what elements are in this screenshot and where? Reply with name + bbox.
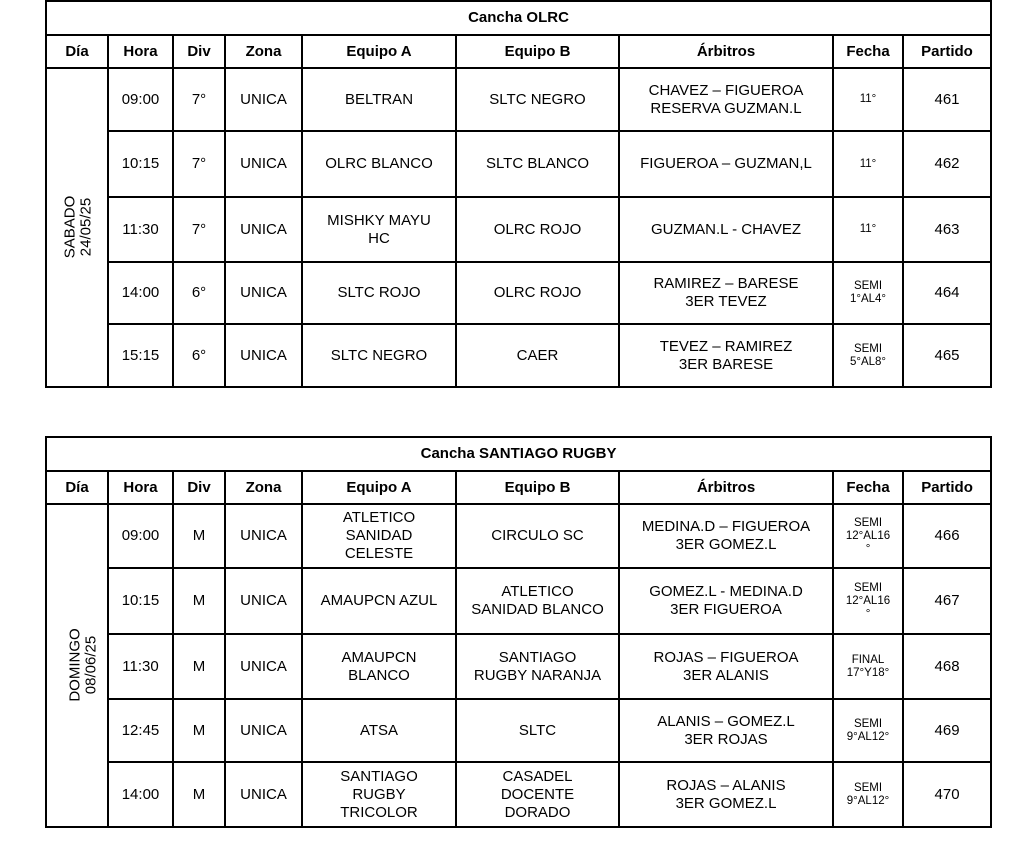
round-cell <box>833 324 903 387</box>
team-b-cell <box>456 262 619 324</box>
header-fecha: Fecha <box>833 35 903 68</box>
table-row <box>46 568 991 634</box>
team-a-cell-line: BLANCO <box>348 666 410 684</box>
time-cell: 10:15 <box>108 131 173 197</box>
zone-cell: UNICA <box>225 324 302 387</box>
fixture-table-olrc <box>45 0 992 388</box>
time-cell: 14:00 <box>108 762 173 827</box>
time-cell: 11:30 <box>108 634 173 699</box>
round-cell <box>833 568 903 634</box>
team-a-cell <box>302 262 456 324</box>
round-cell <box>833 131 903 197</box>
zone-cell: UNICA <box>225 699 302 762</box>
referees-cell-line: GOMEZ.L - MEDINA.D <box>649 583 803 600</box>
team-b-cell <box>456 762 619 827</box>
team-a-cell-line: SLTC ROJO <box>337 284 421 301</box>
table-row <box>46 131 991 197</box>
referees-cell-line: GUZMAN.L - CHAVEZ <box>650 220 801 238</box>
match-number-cell: 465 <box>903 324 991 387</box>
table-body <box>46 504 991 827</box>
round-cell-line: 12°AL16 <box>845 529 891 542</box>
team-b-cell-line: DORADO <box>504 803 571 821</box>
team-a-cell-line: ATLETICO <box>342 509 416 526</box>
team-a-cell-line: RUGBY <box>352 785 406 803</box>
time-cell: 11:30 <box>108 197 173 262</box>
match-number-cell: 469 <box>903 699 991 762</box>
division-cell: 7° <box>173 197 225 262</box>
team-a-cell-line: ATSA <box>359 721 399 739</box>
match-number-cell: 461 <box>903 68 991 131</box>
team-b-cell <box>456 68 619 131</box>
referees-cell-line: 3ER ALANIS <box>683 666 769 684</box>
referees-cell-line: 3ER GOMEZ.L <box>675 536 777 553</box>
referees-cell <box>619 568 833 634</box>
referees-cell-line: TEVEZ – RAMIREZ <box>659 337 793 355</box>
day-cell <box>46 68 108 387</box>
time-cell: 09:00 <box>108 504 173 568</box>
round-cell-line: SEMI <box>853 342 883 355</box>
referees-cell <box>619 262 833 324</box>
team-a-cell <box>302 131 456 197</box>
team-b-cell <box>456 504 619 568</box>
day-label <box>68 628 100 701</box>
referees-cell <box>619 634 833 699</box>
referees-cell <box>619 762 833 827</box>
team-a-cell-line: MISHKY MAYU <box>327 211 431 229</box>
referees-cell-line: ALANIS – GOMEZ.L <box>657 712 795 730</box>
team-b-cell <box>456 131 619 197</box>
referees-cell-line: CHAVEZ – FIGUEROA <box>648 81 804 99</box>
table-title: Cancha SANTIAGO RUGBY <box>46 437 991 471</box>
day-name: DOMINGO <box>66 628 84 702</box>
referees-cell <box>619 324 833 387</box>
team-a-cell-line: SLTC NEGRO <box>330 346 428 364</box>
referees-cell-line: MEDINA.D – FIGUEROA <box>641 518 811 535</box>
team-b-cell <box>456 699 619 762</box>
header-div: Div <box>173 35 225 68</box>
header-partido: Partido <box>903 35 991 68</box>
division-cell: 7° <box>173 131 225 197</box>
day-date: 24/05/25 <box>77 197 95 257</box>
referees-cell-line: ROJAS – ALANIS <box>666 776 786 794</box>
match-number-cell: 466 <box>903 504 991 568</box>
header-row <box>46 471 991 504</box>
time-cell: 10:15 <box>108 568 173 634</box>
table-row <box>46 262 991 324</box>
table-title: Cancha OLRC <box>46 1 991 35</box>
team-b-cell <box>456 324 619 387</box>
match-number-cell: 470 <box>903 762 991 827</box>
referees-cell-line: 3ER GOMEZ.L <box>675 794 777 812</box>
team-a-cell <box>302 762 456 827</box>
header-equipo-b: Equipo B <box>456 35 619 68</box>
referees-cell-line: 3ER ROJAS <box>684 730 768 748</box>
table-row <box>46 504 991 568</box>
team-a-cell-line: AMAUPCN AZUL <box>320 592 438 609</box>
division-cell: M <box>173 568 225 634</box>
header-arbitros: Árbitros <box>619 35 833 68</box>
referees-cell-line: 3ER FIGUEROA <box>670 601 782 618</box>
team-a-cell <box>302 197 456 262</box>
round-cell-line: ° <box>865 542 871 555</box>
day-name: SABADO <box>61 195 79 259</box>
team-b-cell-line: RUGBY NARANJA <box>473 666 602 684</box>
team-b-cell-line: SANTIAGO <box>498 648 577 666</box>
round-cell <box>833 262 903 324</box>
team-b-cell-line: SANIDAD BLANCO <box>471 601 604 618</box>
round-cell-line: SEMI <box>853 516 883 529</box>
table-row <box>46 324 991 387</box>
division-cell: 7° <box>173 68 225 131</box>
header-equipo-a: Equipo A <box>302 471 456 504</box>
round-cell-line: SEMI <box>853 280 883 292</box>
round-cell-line: SEMI <box>853 781 883 794</box>
time-cell: 14:00 <box>108 262 173 324</box>
referees-cell-line: 3ER BARESE <box>678 355 774 373</box>
round-cell <box>833 699 903 762</box>
header-hora: Hora <box>108 35 173 68</box>
table-row <box>46 762 991 827</box>
header-partido: Partido <box>903 471 991 504</box>
round-cell-line: 11° <box>859 157 877 170</box>
team-b-cell-line: SLTC BLANCO <box>485 155 590 172</box>
header-dia: Día <box>46 471 108 504</box>
day-label <box>62 196 94 259</box>
team-b-cell <box>456 634 619 699</box>
referees-cell <box>619 504 833 568</box>
time-cell: 12:45 <box>108 699 173 762</box>
header-div: Div <box>173 471 225 504</box>
round-cell-line: 17°Y18° <box>846 666 890 679</box>
team-a-cell <box>302 568 456 634</box>
zone-cell: UNICA <box>225 762 302 827</box>
referees-cell <box>619 68 833 131</box>
team-b-cell <box>456 568 619 634</box>
table-row <box>46 68 991 131</box>
round-cell <box>833 197 903 262</box>
header-equipo-a: Equipo A <box>302 35 456 68</box>
round-cell-line: 9°AL12° <box>846 794 890 807</box>
team-a-cell-line: AMAUPCN <box>341 648 417 666</box>
match-number-cell: 468 <box>903 634 991 699</box>
match-number-cell: 463 <box>903 197 991 262</box>
team-b-cell-line: ATLETICO <box>501 583 574 600</box>
header-zona: Zona <box>225 471 302 504</box>
team-a-cell-line: CELESTE <box>344 545 414 562</box>
zone-cell: UNICA <box>225 634 302 699</box>
table-row <box>46 699 991 762</box>
division-cell: M <box>173 504 225 568</box>
team-b-cell-line: CAER <box>516 346 559 364</box>
team-b-cell-line: SLTC <box>518 721 557 739</box>
round-cell <box>833 634 903 699</box>
round-cell-line: 12°AL16 <box>845 594 891 607</box>
time-cell: 15:15 <box>108 324 173 387</box>
match-number-cell: 464 <box>903 262 991 324</box>
referees-cell-line: RESERVA GUZMAN.L <box>650 99 802 117</box>
zone-cell: UNICA <box>225 262 302 324</box>
team-a-cell-line: TRICOLOR <box>340 803 418 821</box>
round-cell-line: 9°AL12° <box>846 730 890 743</box>
referees-cell <box>619 699 833 762</box>
team-a-cell-line: OLRC BLANCO <box>325 155 433 172</box>
fixture-table-santiago-rugby <box>45 436 992 828</box>
round-cell <box>833 762 903 827</box>
match-number-cell: 467 <box>903 568 991 634</box>
round-cell <box>833 504 903 568</box>
match-number-cell: 462 <box>903 131 991 197</box>
day-cell <box>46 504 108 827</box>
team-b-cell-line: DOCENTE <box>500 785 575 803</box>
round-cell-line: SEMI <box>853 717 883 730</box>
team-b-cell <box>456 197 619 262</box>
team-a-cell-line: SANIDAD <box>345 527 413 544</box>
round-cell-line: SEMI <box>853 581 883 594</box>
team-b-cell-line: CASADEL <box>502 767 573 785</box>
team-a-cell <box>302 324 456 387</box>
team-a-cell <box>302 634 456 699</box>
day-date: 08/06/25 <box>82 635 100 695</box>
header-row <box>46 35 991 68</box>
division-cell: M <box>173 762 225 827</box>
header-dia: Día <box>46 35 108 68</box>
team-a-cell <box>302 504 456 568</box>
round-cell-line: 11° <box>859 223 877 235</box>
zone-cell: UNICA <box>225 68 302 131</box>
header-hora: Hora <box>108 471 173 504</box>
team-a-cell-line: SANTIAGO <box>340 767 418 785</box>
header-fecha: Fecha <box>833 471 903 504</box>
division-cell: 6° <box>173 262 225 324</box>
table-row <box>46 634 991 699</box>
team-a-cell <box>302 68 456 131</box>
referees-cell-line: FIGUEROA – GUZMAN,L <box>640 155 812 172</box>
team-a-cell <box>302 699 456 762</box>
team-a-cell-line: HC <box>368 229 390 247</box>
zone-cell: UNICA <box>225 131 302 197</box>
round-cell-line: FINAL <box>851 653 885 666</box>
referees-cell <box>619 197 833 262</box>
zone-cell: UNICA <box>225 504 302 568</box>
division-cell: M <box>173 634 225 699</box>
time-cell: 09:00 <box>108 68 173 131</box>
header-zona: Zona <box>225 35 302 68</box>
round-cell-line: 11° <box>859 93 877 105</box>
round-cell-line: 5°AL8° <box>849 355 887 368</box>
division-cell: M <box>173 699 225 762</box>
division-cell: 6° <box>173 324 225 387</box>
zone-cell: UNICA <box>225 568 302 634</box>
referees-cell <box>619 131 833 197</box>
referees-cell-line: ROJAS – FIGUEROA <box>653 648 799 666</box>
round-cell-line: 1°AL4° <box>849 293 887 305</box>
team-b-cell-line: OLRC ROJO <box>493 284 582 301</box>
referees-cell-line: RAMIREZ – BARESE <box>653 275 799 292</box>
team-b-cell-line: OLRC ROJO <box>493 220 582 238</box>
header-equipo-b: Equipo B <box>456 471 619 504</box>
table-body <box>46 68 991 387</box>
round-cell <box>833 68 903 131</box>
team-a-cell-line: BELTRAN <box>344 90 414 108</box>
zone-cell: UNICA <box>225 197 302 262</box>
team-b-cell-line: CIRCULO SC <box>491 527 584 544</box>
referees-cell-line: 3ER TEVEZ <box>685 293 767 310</box>
header-arbitros: Árbitros <box>619 471 833 504</box>
team-b-cell-line: SLTC NEGRO <box>489 90 586 108</box>
table-row <box>46 197 991 262</box>
round-cell-line: ° <box>865 607 871 620</box>
